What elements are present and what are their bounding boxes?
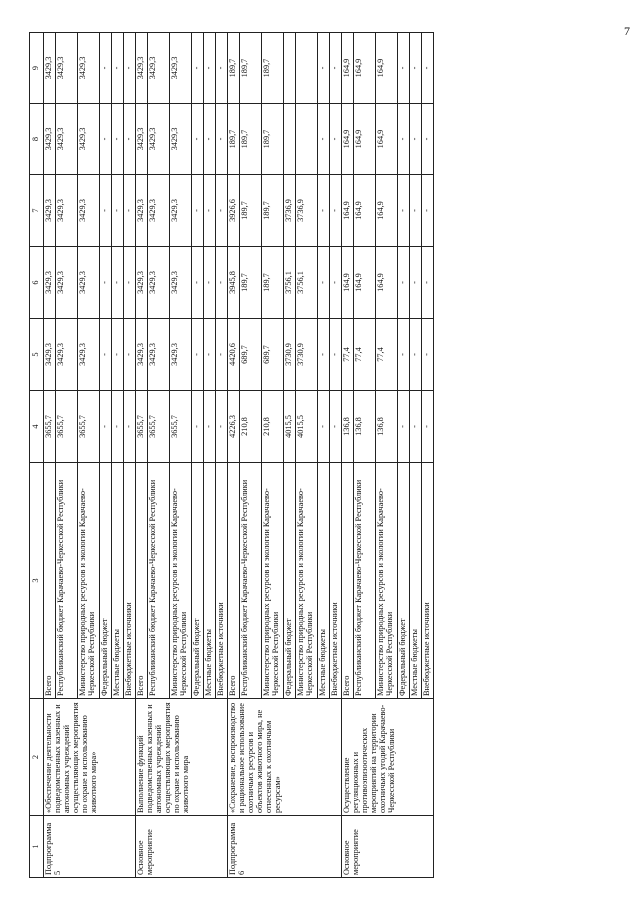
value-cell: 3655,7 <box>55 391 77 463</box>
value-cell: - <box>203 247 215 319</box>
funding-source-cell: Местные бюджеты <box>409 463 421 699</box>
row-label-cell: Подпрограмма 6 <box>227 816 341 878</box>
value-cell: 3429,3 <box>147 247 169 319</box>
value-cell: - <box>123 33 135 104</box>
value-cell: - <box>99 33 111 104</box>
header-cell: 4 <box>30 391 44 463</box>
value-cell: 4015,5 <box>295 391 317 463</box>
value-cell: 3429,3 <box>43 104 55 175</box>
value-cell: 3429,3 <box>55 33 77 104</box>
value-cell: 164,9 <box>341 175 353 247</box>
value-cell: 4015,5 <box>283 391 295 463</box>
value-cell: 3730,9 <box>283 319 295 391</box>
value-cell: 3429,3 <box>135 247 147 319</box>
value-cell: 210,8 <box>261 391 283 463</box>
value-cell: 3655,7 <box>169 391 191 463</box>
value-cell: 164,9 <box>353 33 375 104</box>
value-cell: - <box>421 33 433 104</box>
value-cell: 3429,3 <box>169 175 191 247</box>
value-cell: - <box>99 104 111 175</box>
value-cell: 164,9 <box>375 247 397 319</box>
value-cell: - <box>409 319 421 391</box>
value-cell: 3429,3 <box>135 104 147 175</box>
value-cell: - <box>203 175 215 247</box>
value-cell: 3429,3 <box>135 33 147 104</box>
funding-source-cell: Республиканский бюджет Карачаево-Черкесской Республики <box>147 463 169 699</box>
value-cell: - <box>191 33 203 104</box>
value-cell: - <box>111 175 123 247</box>
funding-source-cell: Местные бюджеты <box>203 463 215 699</box>
value-cell: 164,9 <box>341 104 353 175</box>
funding-source-cell: Республиканский бюджет Карачаево-Черкесской Республики <box>353 463 375 699</box>
value-cell: 3945,8 <box>227 247 239 319</box>
value-cell: - <box>329 319 341 391</box>
funding-source-cell: Внебюджетные источники <box>123 463 135 699</box>
value-cell: - <box>99 319 111 391</box>
program-name-cell: Осуществление регуляционных и противоэпизоотических мероприятий на территории охотничьих угодий Карачаево-Черкесской Республики <box>341 699 433 816</box>
value-cell: - <box>329 33 341 104</box>
page-number: 7 <box>624 24 630 38</box>
value-cell: 3429,3 <box>147 175 169 247</box>
value-cell: - <box>191 104 203 175</box>
funding-source-cell: Республиканский бюджет Карачаево-Черкесской Республики <box>239 463 261 699</box>
row-label-cell: Основное мероприятие <box>135 816 227 878</box>
value-cell: 3429,3 <box>169 247 191 319</box>
value-cell: 3429,3 <box>135 175 147 247</box>
program-name-cell: Выполнение функций подведомственных казенных и автономных учреждений осуществляющих мероприятия по охране и использованию животного мира <box>135 699 227 816</box>
funding-source-cell: Местные бюджеты <box>317 463 329 699</box>
header-cell: 5 <box>30 319 44 391</box>
value-cell: - <box>317 104 329 175</box>
value-cell: 3429,3 <box>169 33 191 104</box>
table-row <box>43 33 55 878</box>
table-row <box>341 33 353 878</box>
header-cell: 6 <box>30 247 44 319</box>
value-cell: 164,9 <box>341 33 353 104</box>
header-cell: 3 <box>30 463 44 699</box>
value-cell: - <box>329 391 341 463</box>
value-cell: - <box>397 247 409 319</box>
value-cell: 3730,9 <box>295 319 317 391</box>
value-cell: 77,4 <box>341 319 353 391</box>
value-cell <box>295 33 317 104</box>
value-cell: - <box>111 104 123 175</box>
funding-source-cell: Министерство природных ресурсов и экологии Карачаево-Черкесской Республики <box>375 463 397 699</box>
value-cell: - <box>397 104 409 175</box>
header-cell: 8 <box>30 104 44 175</box>
value-cell: 136,8 <box>375 391 397 463</box>
value-cell: 3429,3 <box>135 319 147 391</box>
funding-source-cell: Федеральный бюджет <box>99 463 111 699</box>
funding-source-cell: Министерство природных ресурсов и экологии Карачаево-Черкесской Республики <box>169 463 191 699</box>
value-cell: - <box>111 247 123 319</box>
value-cell: 3429,3 <box>43 319 55 391</box>
value-cell: - <box>421 391 433 463</box>
value-cell: 689,7 <box>261 319 283 391</box>
value-cell: 3429,3 <box>77 319 99 391</box>
value-cell: - <box>111 391 123 463</box>
value-cell: 3429,3 <box>147 104 169 175</box>
value-cell: - <box>99 175 111 247</box>
funding-source-cell: Министерство природных ресурсов и экологии Карачаево-Черкесской Республики <box>77 463 99 699</box>
value-cell: - <box>421 247 433 319</box>
value-cell: - <box>409 391 421 463</box>
header-row <box>30 33 44 878</box>
funding-source-cell: Всего <box>341 463 353 699</box>
value-cell: - <box>397 319 409 391</box>
value-cell: - <box>421 319 433 391</box>
value-cell: 77,4 <box>353 319 375 391</box>
funding-source-cell: Федеральный бюджет <box>397 463 409 699</box>
value-cell: 189,7 <box>227 33 239 104</box>
value-cell: - <box>111 319 123 391</box>
value-cell: - <box>409 104 421 175</box>
value-cell: - <box>99 391 111 463</box>
value-cell: 189,7 <box>239 104 261 175</box>
row-label-cell: Подпрограмма 5 <box>43 816 135 878</box>
value-cell: - <box>203 319 215 391</box>
value-cell: - <box>329 247 341 319</box>
value-cell: - <box>397 33 409 104</box>
value-cell: 3429,3 <box>169 319 191 391</box>
value-cell: 3429,3 <box>55 319 77 391</box>
value-cell: - <box>123 391 135 463</box>
funding-source-cell: Министерство природных ресурсов и экологии Карачаево-Черкесской Республики <box>295 463 317 699</box>
value-cell: - <box>203 33 215 104</box>
value-cell: - <box>317 247 329 319</box>
value-cell: 3429,3 <box>147 319 169 391</box>
value-cell: 3756,1 <box>295 247 317 319</box>
funding-source-cell: Внебюджетные источники <box>215 463 227 699</box>
funding-source-cell: Местные бюджеты <box>111 463 123 699</box>
value-cell: - <box>409 247 421 319</box>
value-cell: - <box>397 175 409 247</box>
value-cell: - <box>123 104 135 175</box>
value-cell: 3429,3 <box>77 247 99 319</box>
value-cell: 210,8 <box>239 391 261 463</box>
value-cell: 3736,9 <box>295 175 317 247</box>
value-cell: 3756,1 <box>283 247 295 319</box>
value-cell: 3429,3 <box>55 247 77 319</box>
value-cell: - <box>215 247 227 319</box>
program-name-cell: «Сохранение, воспроизводство и рациональное использование охотничьих ресурсов и объектов животного мира, не отнесенных к охотничьим ресурсам» <box>227 699 341 816</box>
funding-source-cell: Всего <box>227 463 239 699</box>
value-cell: 164,9 <box>375 175 397 247</box>
value-cell: 3655,7 <box>147 391 169 463</box>
value-cell: - <box>329 104 341 175</box>
value-cell: - <box>203 104 215 175</box>
funding-source-cell: Министерство природных ресурсов и экологии Карачаево-Черкесской Республики <box>261 463 283 699</box>
value-cell: - <box>191 319 203 391</box>
value-cell: 164,9 <box>353 247 375 319</box>
value-cell: 164,9 <box>341 247 353 319</box>
value-cell: - <box>123 247 135 319</box>
funding-source-cell: Внебюджетные источники <box>421 463 433 699</box>
value-cell: 3429,3 <box>43 33 55 104</box>
value-cell <box>283 104 295 175</box>
value-cell: 3429,3 <box>77 104 99 175</box>
value-cell: - <box>191 175 203 247</box>
value-cell: 189,7 <box>261 104 283 175</box>
funding-source-cell: Внебюджетные источники <box>329 463 341 699</box>
value-cell: - <box>215 391 227 463</box>
value-cell: 136,8 <box>353 391 375 463</box>
value-cell: 3429,3 <box>43 175 55 247</box>
value-cell: 689,7 <box>239 319 261 391</box>
value-cell: 189,7 <box>261 247 283 319</box>
value-cell: - <box>409 175 421 247</box>
value-cell: - <box>191 391 203 463</box>
value-cell: - <box>329 175 341 247</box>
value-cell: - <box>99 247 111 319</box>
value-cell: 3429,3 <box>77 175 99 247</box>
table-row <box>135 33 147 878</box>
value-cell: 3655,7 <box>43 391 55 463</box>
value-cell: - <box>215 33 227 104</box>
value-cell: - <box>397 391 409 463</box>
value-cell: 189,7 <box>261 175 283 247</box>
value-cell: - <box>409 33 421 104</box>
value-cell: 189,7 <box>227 104 239 175</box>
row-label-cell: Основное мероприятие <box>341 816 433 878</box>
header-cell: 9 <box>30 33 44 104</box>
header-cell: 7 <box>30 175 44 247</box>
value-cell: 164,9 <box>353 175 375 247</box>
value-cell: 3429,3 <box>77 33 99 104</box>
value-cell: 164,9 <box>375 33 397 104</box>
value-cell: 3926,6 <box>227 175 239 247</box>
funding-source-cell: Всего <box>43 463 55 699</box>
header-cell: 2 <box>30 699 44 816</box>
table-row <box>227 33 239 878</box>
value-cell: - <box>123 319 135 391</box>
value-cell <box>283 33 295 104</box>
value-cell: - <box>421 175 433 247</box>
value-cell: 136,8 <box>341 391 353 463</box>
value-cell: 164,9 <box>353 104 375 175</box>
value-cell: 189,7 <box>239 247 261 319</box>
table-body <box>43 33 433 878</box>
value-cell: - <box>215 319 227 391</box>
value-cell: 3429,3 <box>169 104 191 175</box>
header-cell: 1 <box>30 816 44 878</box>
value-cell: - <box>317 391 329 463</box>
program-name-cell: «Обеспечение деятельности подведомственных казенных и автономных учреждений осуществляющих мероприятия по охране и использованию животного мира» <box>43 699 135 816</box>
value-cell: - <box>203 391 215 463</box>
value-cell: 3655,7 <box>135 391 147 463</box>
value-cell: 3736,9 <box>283 175 295 247</box>
funding-source-cell: Федеральный бюджет <box>191 463 203 699</box>
funding-source-cell: Федеральный бюджет <box>283 463 295 699</box>
value-cell: 3655,7 <box>77 391 99 463</box>
value-cell: - <box>317 175 329 247</box>
value-cell: - <box>421 104 433 175</box>
value-cell: 3429,3 <box>43 247 55 319</box>
value-cell: - <box>317 319 329 391</box>
value-cell: 189,7 <box>261 33 283 104</box>
value-cell: - <box>191 247 203 319</box>
value-cell: 189,7 <box>239 33 261 104</box>
funding-source-cell: Всего <box>135 463 147 699</box>
value-cell: 4420,6 <box>227 319 239 391</box>
funding-source-cell: Республиканский бюджет Карачаево-Черкесской Республики <box>55 463 77 699</box>
value-cell: - <box>215 104 227 175</box>
value-cell: 164,9 <box>375 104 397 175</box>
value-cell: 4226,3 <box>227 391 239 463</box>
value-cell: - <box>215 175 227 247</box>
value-cell: 77,4 <box>375 319 397 391</box>
value-cell: 189,7 <box>239 175 261 247</box>
value-cell: 3429,3 <box>55 175 77 247</box>
value-cell: - <box>111 33 123 104</box>
value-cell: - <box>123 175 135 247</box>
value-cell: 3429,3 <box>55 104 77 175</box>
value-cell <box>295 104 317 175</box>
value-cell: 3429,3 <box>147 33 169 104</box>
budget-table <box>29 32 434 878</box>
value-cell: - <box>317 33 329 104</box>
